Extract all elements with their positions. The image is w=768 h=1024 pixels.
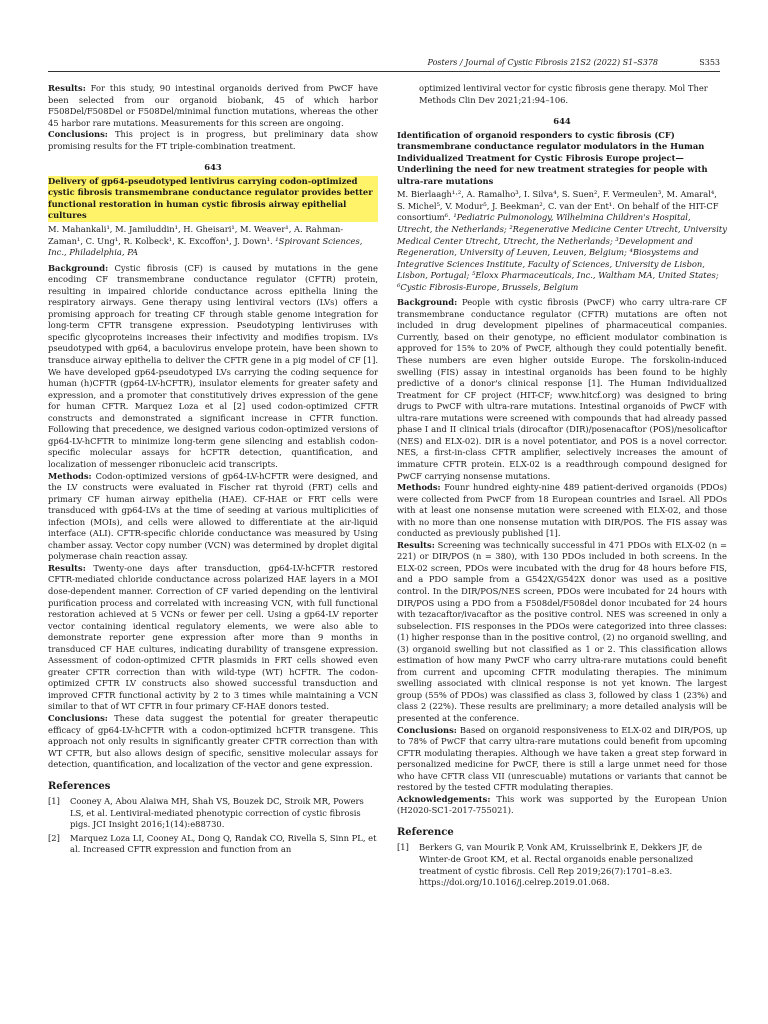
references-heading: References [48, 780, 111, 792]
abstract-number-644: 644 [553, 116, 571, 127]
prev-results: Results: For this study, 90 intestinal organoids derived from PwCF have been selected from our organoid biobank, 45 of which harbor F508Del/F508Del or F508Del/minimal function mutations, whereas the other 45 harbor rare mutations. Measurements for this screen are ongoing. [48, 83, 378, 128]
abstract-title-644: Identification of organoid responders to cystic fibrosis (CF) transmembrane conductance regulator modulators in the Human Individualized Treatment for Cystic Fibrosis Europe project—Underlining the need for new treatment strategies for people with ultra-rare mutations [397, 129, 708, 186]
conclusions-644: Conclusions: Based on organoid responsiveness to ELX-02 and DIR/POS, up to 78% of PwCF that carry ultra-rare mutations could benefit from upcoming CFTR modulating therapies. Although we have taken a great step forward in personalized medicine for PwCF, there is still a large unmet need for those who have CFTR class VII (unrescuable) mutations or variants that cannot be restored by the tested CFTR modulating therapies. [397, 724, 727, 793]
abstract-number-643: 643 [204, 162, 222, 173]
prev-conclusions: Conclusions: This project is in progress, but preliminary data show promising results for the FT triple-combination treatment. [48, 129, 378, 151]
background-643: Background: Cystic fibrosis (CF) is caused by mutations in the gene encoding CF transmembrane conductance regulator (CFTR) protein, resulting in impaired chloride conductance across epithelia lining the respiratory airways. Gene therapy using lentiviral vectors (LVs) offers a promising approach for treating CF through stable genome integration for long-term CFTR transgene expression. Pseudotyping lentiviruses with specific glycoproteins increases their infectivity and modifies tropism. LVs pseudotyped with gp64, a baculovirus envelope protein, have been shown to transduce airway epithelia to deliver the CFTR gene in a pig model of CF [1]. We have developed gp64-pseudotyped LVs carrying the coding sequence for human (h)CFTR (gp64-LV-hCFTR), insulator elements for greater safety and expression, and a promoter that constitutively drives expression of the gene for human CFTR. Marquez Loza et al [2] used codon-optimized CFTR constructs and demonstrated a significant increase in CFTR function. Following that precedence, we designed various codon-optimized versions of gp64-LV-hCFTR to minimize long-term gene silencing and establish codon-specific molecular assays for hCFTR detection, quantification, and localization of messenger ribonucleic acid transcripts. [48, 262, 378, 469]
results-643: Results: Twenty-one days after transduction, gp64-LV-hCFTR restored CFTR-mediated chloride conductance across polarized HAE layers in a MOI dose-dependent manner. Correction of CF varied depending on the lentiviral purification process and correlated with increasing VCN, with full functional restoration achieved at 5 VCNs or fewer per cell. Using a gp64-LV reporter vector containing identical regulatory elements, we were also able to demonstrate reporter gene expression after more than 9 months in transduced CF HAE cultures, indicating durability of transgene expression. Assessment of codon-optimized CFTR plasmids in FRT cells showed even greater CFTR correction than with wild-type (WT) hCFTR. The codon-optimized CFTR LV constructs also showed successful transduction and improved CFTR functional activity by 2 to 3 times while maintaining a VCN similar to that of WT CFTR in four primary CF-HAE donors tested. [48, 562, 378, 712]
acknowledgements-644: Acknowledgements: This work was supported by the European Union (H2020-SC1-2017-755021). [397, 793, 727, 816]
abstract-title-643: Delivery of gp64-pseudotyped lentivirus carrying codon-optimized cystic fibrosis transmembrane conductance regulator provides better functional restoration in human cystic fibrosis airway epithelial cultures [48, 176, 378, 222]
methods-643: Methods: Codon-optimized versions of gp64-LV-hCFTR were designed, and the LV constructs were evaluated in Fischer rat thyroid (FRT) cells and primary CF human airway epithelia (HAE). CF-HAE or FRT cells were transduced with gp64-LVs at the time of seeding at various multiplicities of infection (MOIs), and cells were allowed to differentiate at the air-liquid interface (ALI). CFTR-specific chloride conductance was measured by Using chamber assay. Vector copy number (VCN) was determined by droplet digital polymerase chain reaction assay. [48, 470, 378, 562]
reference-item: [1] Berkers G, van Mourik P, Vonk AM, Kruisselbrink E, Dekkers JF, de Winter-de Groot KM, et al. Rectal organoids enable personalized treatment of cystic fibrosis. Cell Rep 2019;26(7):1701–8.e3. https://doi.org/10.1016/j.celrep.2019.01.068. [397, 842, 703, 888]
journal-citation: Posters / Journal of Cystic Fibrosis 21S2 (2022) S1–S378 [427, 58, 658, 67]
conclusions-643: Conclusions: These data suggest the potential for greater therapeutic efficacy of gp64-LV-hCFTR with a codon-optimized hCFTR transgene. This approach not only results in significantly greater CFTR correction than with WT CFTR, but also allows design of specific, sensitive molecular assays for detection, quantification, and localization of the vector and gene expression. [48, 712, 378, 770]
authors-644: M. Bierlaagh¹·², A. Ramalho³, I. Silva⁴, S. Suen², F. Vermeulen³, M. Amaral⁴, S. Michel⁵, V. Modur⁵, J. Beekman², C. van der Ent¹. On behalf of the HIT-CF consortium⁶. ¹Pediatric Pulmonology, Wilhelmina Children's Hospital, Utrecht, the Netherlands; ²Regenerative Medicine Center Utrecht, University Medical Center Utrecht, Utrecht, the Netherlands; ³Development and Regeneration, University of Leuven, Leuven, Belgium; ⁴Biosystems and Integrative Sciences Institute, Faculty of Sciences, University de Lisbon, Lisbon, Portugal; ⁵Eloxx Pharmaceuticals, Inc., Waltham MA, United States; ⁶Cystic Fibrosis-Europe, Brussels, Belgium [397, 189, 727, 292]
reference-item: [2] Marquez Loza LI, Cooney AL, Dong Q, Randak CO, Rivella S, Sinn PL, et al. Increased CFTR expression and function from an [48, 832, 377, 855]
background-644: Background: People with cystic fibrosis (PwCF) who carry ultra-rare CF transmembrane conductance regulator (CFTR) mutations are often not included in drug development pipelines of pharmaceutical companies. Currently, based on their genotype, no efficient modulator combination is approved for 15% to 20% of PwCF, although they could potentially benefit. These numbers are even higher outside Europe. The forskolin-induced swelling (FIS) assay in intestinal organoids has been found to be highly predictive of a donor's clinical response [1]. The Human Individualized Treatment for CF project (HIT-CF; www.hitcf.org) was designed to bring drugs to PwCF with ultra-rare mutations. Intestinal organoids of PwCF with ultra-rare mutations were screened with compounds that had already passed phase I and II clinical trials (dirocaftor (DIR)/posenacaftor (POS)/nesolicaftor (NES) and ELX-02). DIR is a novel potentiator, and POS is a novel corrector. NES, a first-in-class CFTR amplifier, selectively increases the amount of immature CFTR protein. ELX-02 is a readthrough compound designed for PwCF carrying nonsense mutations. [397, 297, 727, 481]
page-number: S353 [699, 58, 720, 67]
reference-item: [1] Cooney A, Abou Alaiwa MH, Shah VS, Bouzek DC, Stroik MR, Powers LS, et al. Lentiviral-mediated phenotypic correction of cystic fibrosis pigs. JCI Insight 2016;1(14):e88730. [48, 796, 364, 830]
left-column [48, 83, 378, 858]
methods-644: Methods: Founr hundred eighty-nine 489 patient-derived organoids (PDOs) were collected from PwCF from 18 European countries and Israel. All PDOs with at least one nonsense mutation were screened with ELX-02, and those with no more than one nonsense mutation with DIR/POS. The FIS assay was conducted as previously published [1]. [397, 482, 727, 539]
reference-heading: Reference [397, 826, 454, 838]
right-column [397, 83, 727, 891]
running-header [48, 57, 720, 72]
results-644: Results: Screening was technically successful in 471 PDOs with ELX-02 (n = 221) or DIR/POS (n = 380), with 130 PDOs included in both screens. In the ELX-02 screen, PDOs were incubated with the drug for 48 hours before FIS, and a PDO sample from a G542X/G542X donor was used as a positive control. In the DIR/POS/NES screen, PDOs were incubated for 24 hours with DIR/POS using a PDO from a F508del/F508del donor incubated for 24 hours with tezacaftor/ivacaftor as the positive control. NES was screened in only a subselection. FIS responses in the PDOs were categorized into three classes: (1) higher response than in the positive control, (2) no organoid swelling, and (3) organoid swelling but not classified as 1 or 2. This classification allows estimation of how many PwCF who carry ultra-rare mutations could benefit from current and upcoming CFTR modulating therapies. The minimum swelling associated with clinical response is not yet known. The largest group (55% of PDOs) was classified as class 3, followed by class 1 (23%) and class 2 (22%). These results are preliminary; a more detailed analysis will be presented at the conference. [397, 539, 727, 723]
authors-643: M. Mahankali¹, M. Jamiluddin¹, H. Gheisari¹, M. Weaver¹, A. Rahman-Zaman¹, C. Ung¹, R. Kolbeck¹, K. Excoffon¹, J. Down¹. ¹Spirovant Sciences, Inc., Philadelphia, PA [48, 224, 363, 258]
reference-continuation: optimized lentiviral vector for cystic fibrosis gene therapy. Mol Ther Methods Clin Dev 2021;21:94–106. [419, 83, 708, 105]
